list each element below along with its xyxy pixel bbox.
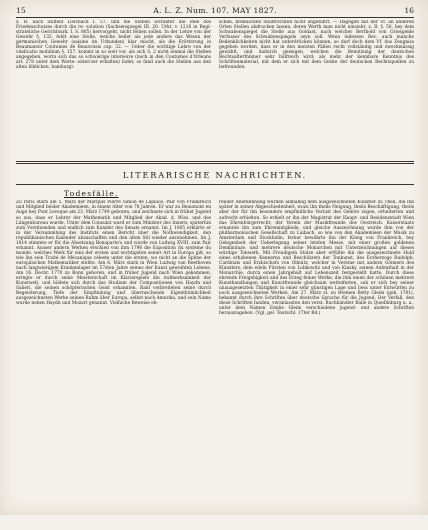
page-number-left: 15	[16, 6, 26, 15]
bottom-right-text: render Anerkennung wurden allmählig dem ausgezeichneten Künstler zu Theil, die ihn später in seiner Abgeschiedenheit, wozu ihn theils Neigung, theils Beschäftigung, theils aber der für ihn besonders empfindliche Verlust des Gehörs zogen, erheiterten und aufrecht erhielten. So erhielt er ihn der Magistrat der Haupt- und Residenzstadt Wien das Ehrenbürgerrecht; der Verein der Musikfreunde des Oestreich. Kaiserstaats ernannte ihn zum Ehrenmitgliede, und gleiche Auszeichnung wurde ihm von der philharmonischen Gesellschaft zu Laibach, so wie von den Akademieen der Musik zu Amsterdam und Stockholm; ferner bewährte ihn der König von Frankreich, bey Gelegenheit der Ueberlegung seiner letzten Messe, mit einer großen goldenen Denkmünze, und mehrere deutsche Monarchen mit Unterzeichnungen auf dieses würdige Tonwerk. Mit Freudigem Stolze aber erfüllte ihn die ausgezeichnete Huld eines erhabenen Kennerns und Beschützers der Tonkunst, des Erzherzogs Rudolph, Cardinals und Erzbischofs von Olmütz, welcher in Vereine mit andern Gönnern des Künstlers, dem edeln Fürsten von Lobkowitz und von Kinsky, seinen Aufenthalt in der Monarchie, durch einen Jahrgehalt auf Lebenszeit festgestellt hatte. Durch diese ehrende Freigebigkeit und des Erzeg feiner Werke, die ihm einen der schönen mehrere Kunsthandlungen und Kunstfreunde gleichsam wetteiferten, sah er sich bey seiner unausgesetzten Thätigkeit in einer sehr günstigen Lage und liess unter Entwürfen zu noch ausgezeichneten Werken. Am 27. März st. zu Bremen Betty Gleim (geb. 1781), bekannt durch ihre Schriften über deutsche Sprache für die Jugend. Der Verfall, den diese Schriften fanden, veranlassten den verst. Buchhändler Balle in Quedlinburg u. a., unter dem Namen Emilie Gleim verschiedene jugend- und andere Schriften herauszugeben. (Vgl. gel. Teutschl. 17ter Bd.)	[219, 200, 414, 317]
section-divider	[16, 161, 414, 164]
running-head	[16, 4, 414, 18]
top-right-text: schen, bremischen Stadtrechten nicht angeführt. — Dagegen hat der Vf. an anderen Orten Stellen abdrucken lassen, deren Werth man nicht einsieht, z. B. §. 50. bey dem Schwabenspiegel die Stelle aus Goldast, nach welcher Berthold von Griesgelde Verfasser des Schwabenspiegels seyn soll. Wenn indessen Rec. auch manche Bedenklichkeiten nicht hat unterdrücken können, so darf doch dem Vf. das Zeugniss gegeben werden, dass er in den meisten Fällen recht vollständig und zweckmässig gewählt, und dadurch gezeigen, welchen die Benutzung der deutschen Rechtsalterthümer sehr hülfreich wird; als mehr der kennbare Kenntnis des Schriftenmaterial, mit dem er sich mit dem Geiste der deutschen Rechtsquellen zu befreunden.	[219, 20, 414, 71]
page-number-right: 16	[404, 6, 414, 15]
obituaries	[16, 200, 414, 530]
top-right-column	[219, 20, 414, 161]
subheading-obituaries: Todesfälle.	[64, 189, 119, 199]
journal-title: A. L. Z. Num. 107. MAY 1827.	[153, 6, 277, 15]
bottom-right-column	[219, 200, 414, 530]
bottom-left-column	[16, 200, 211, 530]
review-continuation	[16, 20, 414, 161]
bottom-left-text: Zu Paris starb am 5. März der Marquis Pierre Simon de Laplace, Pair von Frankreich und Mitglied beider Akademieen, in einem Alter von 78 Jahren. Er war zu Beaumont en Auge bey Pont Leveque am 23. März 1749 geboren, und zeichnete sich in früher Jugend so aus, dass er Lehrer der Mathematik und Mitglied der Akad. d. Wiss. und des Längenbureau wurde. Unter dem Consulat ward er zum Minister des Innern, späterhin zum Vorsitzenden und endlich zum Kanzler des Senats ernannt. Im J. 1805 erklärte er in der Versammlung des Instituts einen Bericht über die Nothwendigkeit, den republikanischen Kalender abzuschaffen und den alten Stil wieder anzunehmen. Im J. 1814 stimmte er für die Absetzung Bonaparte's und wurde von Ludwig XVIII. zum Pair ernannt. Ausser andern Werken erschien von ihm 1796 die Exposition du système du monde, welches Werk für eins der ersten und wichtigsten seiner Art in Europa gilt, so wie ihn sein Traité de Mécanique céleste unter die ersten, wo nicht an die Spitze der europäischen Mathematiker stellte. Am 6. März starb in Wien Ludwig van Beethoven nach langwierigem Krankenlager im 57sten Jahre seines der Kunst geweihten Lebens. Am 16. Decbr. 1770 zu Bonn geboren, und in früher Jugend nach Wien gekommen, erregte er durch seine Meisterschaft im Klavierspiele die Aufmerksamkeit der Kunstwelt, und bildete sich durch das Studium der Compositionen von Haydn und Salieri, die seinen schöpferischen Geist erkannten. Bald verbreiteten seine durch Begeisterung, Tiefe der Empfindung und überraschende Eigenthümlichkeit ausgezeichneten Werke seinen Ruhm über Europa, selbst nach Amerika, und sein Name wurde neben Haydn und Mozart genannt. Vielfache Beweise eh-	[16, 200, 211, 307]
top-left-text: z. B. nach Stilfeld Loevbach I. 57. und die Stellen worunter die Idee des Friedenschutzes durch die re- solution (Sachsenspiegel III. 20. Urkt. v. 1216 in Regi- strateliche Gerichtsurk. I. S. 805) hervorgeht, nicht fehlen sollen. In der Lehre von der Gewehr §. 132. fehlt eine Stelle, welche beiler als jede andere das Wesen der germanischen Gewehr (saisine im Urkunden) klar macht, als die Erörterung in Beaumanoir Coutumes de Beauvoisis cap. 32. — Ueber die wichtige Lehre von der vindicatio mobilium §. 157. kommt in so weit vor, als sich S. 2 nicht einmal die Stellen angegeben, worin sich das so schwierige interieure (noch in den Coutumes d'Orleans art. 278 unter dem Werte: entercier erhalten) fadet; so fand auch die Stellen aus den alten löblichen, hamburgi-	[16, 20, 211, 71]
top-left-column	[16, 20, 211, 161]
section-title: LITERARISCHE NACHRICHTEN.	[122, 170, 308, 181]
section-rule	[16, 184, 414, 185]
